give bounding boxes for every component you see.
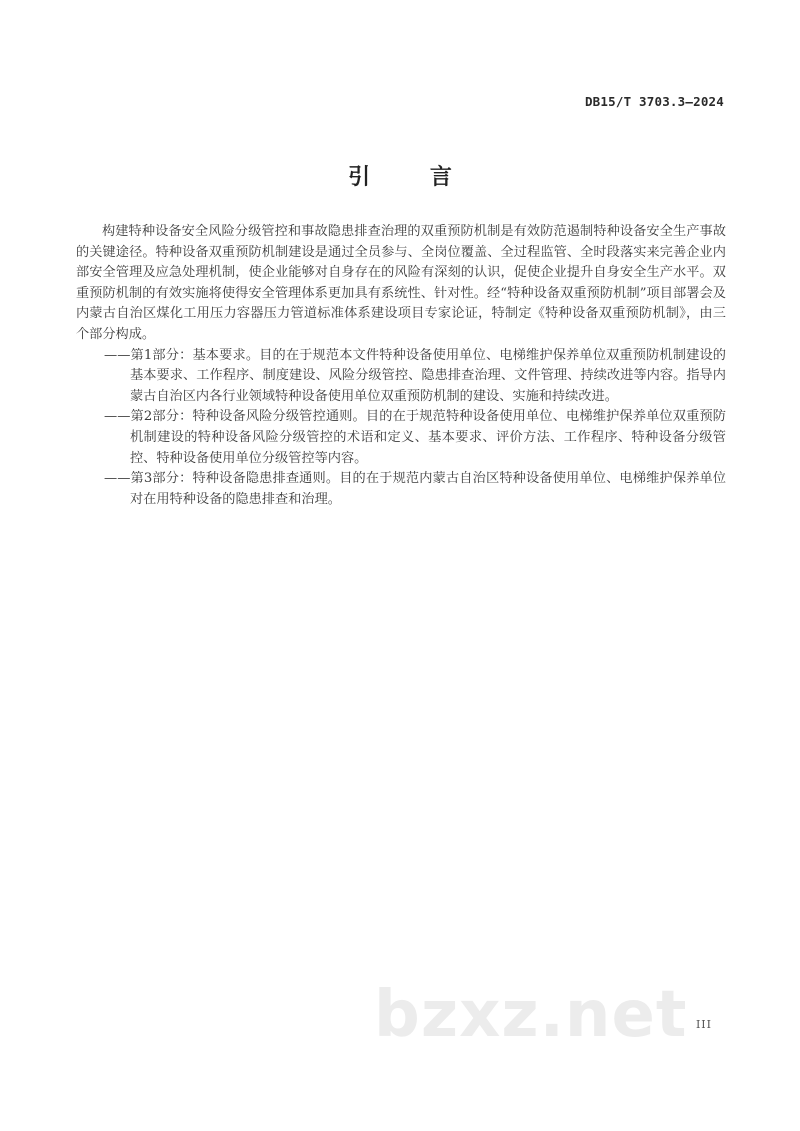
part-1-item: ——第1部分：基本要求。目的在于规范本文件特种设备使用单位、电梯维护保养单位双重预防机制建设的基本要求、工作程序、制度建设、风险分级管控、隐患排查治理、文件管理、持续改进等内容。指导内蒙古自治区内各行业领域特种设备使用单位双重预防机制的建设、实施和持续改进。: [104, 347, 726, 404]
page-number: III: [695, 1018, 712, 1031]
intro-paragraph: 构建特种设备安全风险分级管控和事故隐患排查治理的双重预防机制是有效防范遏制特种设备安全生产事故的关键途径。特种设备双重预防机制建设是通过全员参与、全岗位覆盖、全过程监管、全时段落实来完善企业内部安全管理及应急处理机制，使企业能够对自身存在的风险有深刻的认识，促使企业提升自身安全生产水平。双重预防机制的有效实施将使得安全管理体系更加具有系统性、针对性。经“特种设备双重预防机制”项目部署会及内蒙古自治区煤化工用压力容器压力管道标准体系建设项目专家论证，特制定《特种设备双重预防机制》，由三个部分构成。: [76, 224, 726, 342]
part-3-item: ——第3部分：特种设备隐患排查通则。目的在于规范内蒙古自治区特种设备使用单位、电梯维护保养单位对在用特种设备的隐患排查和治理。: [104, 471, 726, 507]
page-title: 引 言: [348, 165, 478, 190]
watermark-logo: bzxz.net: [374, 978, 688, 1052]
standard-code: DB15/T 3703.3—2024: [584, 94, 724, 109]
part-2-item: ——第2部分：特种设备风险分级管控通则。目的在于规范特种设备使用单位、电梯维护保养单位双重预防机制建设的特种设备风险分级管控的术语和定义、基本要求、评价方法、工作程序、特种设备分级管控、特种设备使用单位分级管控等内容。: [104, 409, 726, 466]
body-text: [76, 222, 726, 510]
